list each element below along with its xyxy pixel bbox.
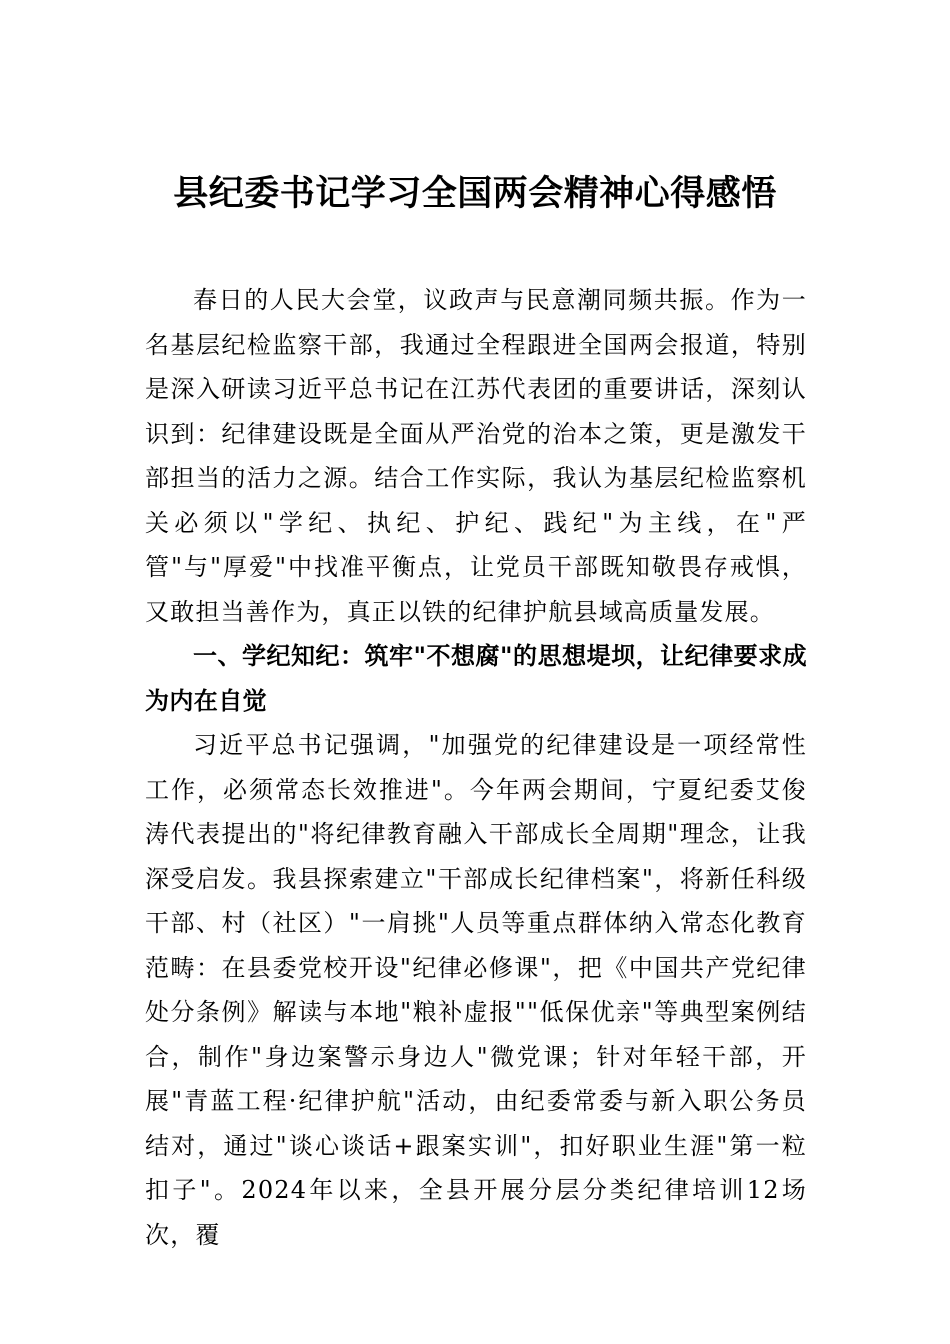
document-title: 县纪委书记学习全国两会精神心得感悟: [173, 173, 777, 214]
intro-paragraph: 春日的人民大会堂，议政声与民意潮同频共振。作为一名基层纪检监察干部，我通过全程跟进全国两会报道，特别是深入研读习近平总书记在江苏代表团的重要讲话，深刻认识到：纪律建设既是全面从严治党的治本之策，更是激发干部担当的活力之源。结合工作实际，我认为基层纪检监察机关必须以"学纪、执纪、护纪、践纪"为主线，在"严管"与"厚爱"中找准平衡点，让党员干部既知敬畏存戒惧，又敢担当善作为，真正以铁的纪律护航县域高质量发展。: [145, 286, 807, 626]
section-paragraph: 习近平总书记强调，"加强党的纪律建设是一项经常性工作，必须常态长效推进"。今年两会期间，宁夏纪委艾俊涛代表提出的"将纪律教育融入干部成长全周期"理念，让我深受启发。我县探索建立"干部成长纪律档案"，将新任科级干部、村（社区）"一肩挑"人员等重点群体纳入常态化教育范畴：在县委党校开设"纪律必修课"，把《中国共产党纪律处分条例》解读与本地"粮补虚报""低保优亲"等典型案例结合，制作"身边案警示身边人"微党课；针对年轻干部，开展"青蓝工程·纪律护航"活动，由纪委常委与新入职公务员结对，通过"谈心谈话+跟案实训"，扣好职业生涯"第一粒扣子"。2024年以来，全县开展分层分类纪律培训12场次，覆: [145, 731, 807, 1249]
section-heading: 一、学纪知纪：筑牢"不想腐"的思想堤坝，让纪律要求成为内在自觉: [145, 642, 807, 715]
document-body: [145, 278, 807, 1257]
